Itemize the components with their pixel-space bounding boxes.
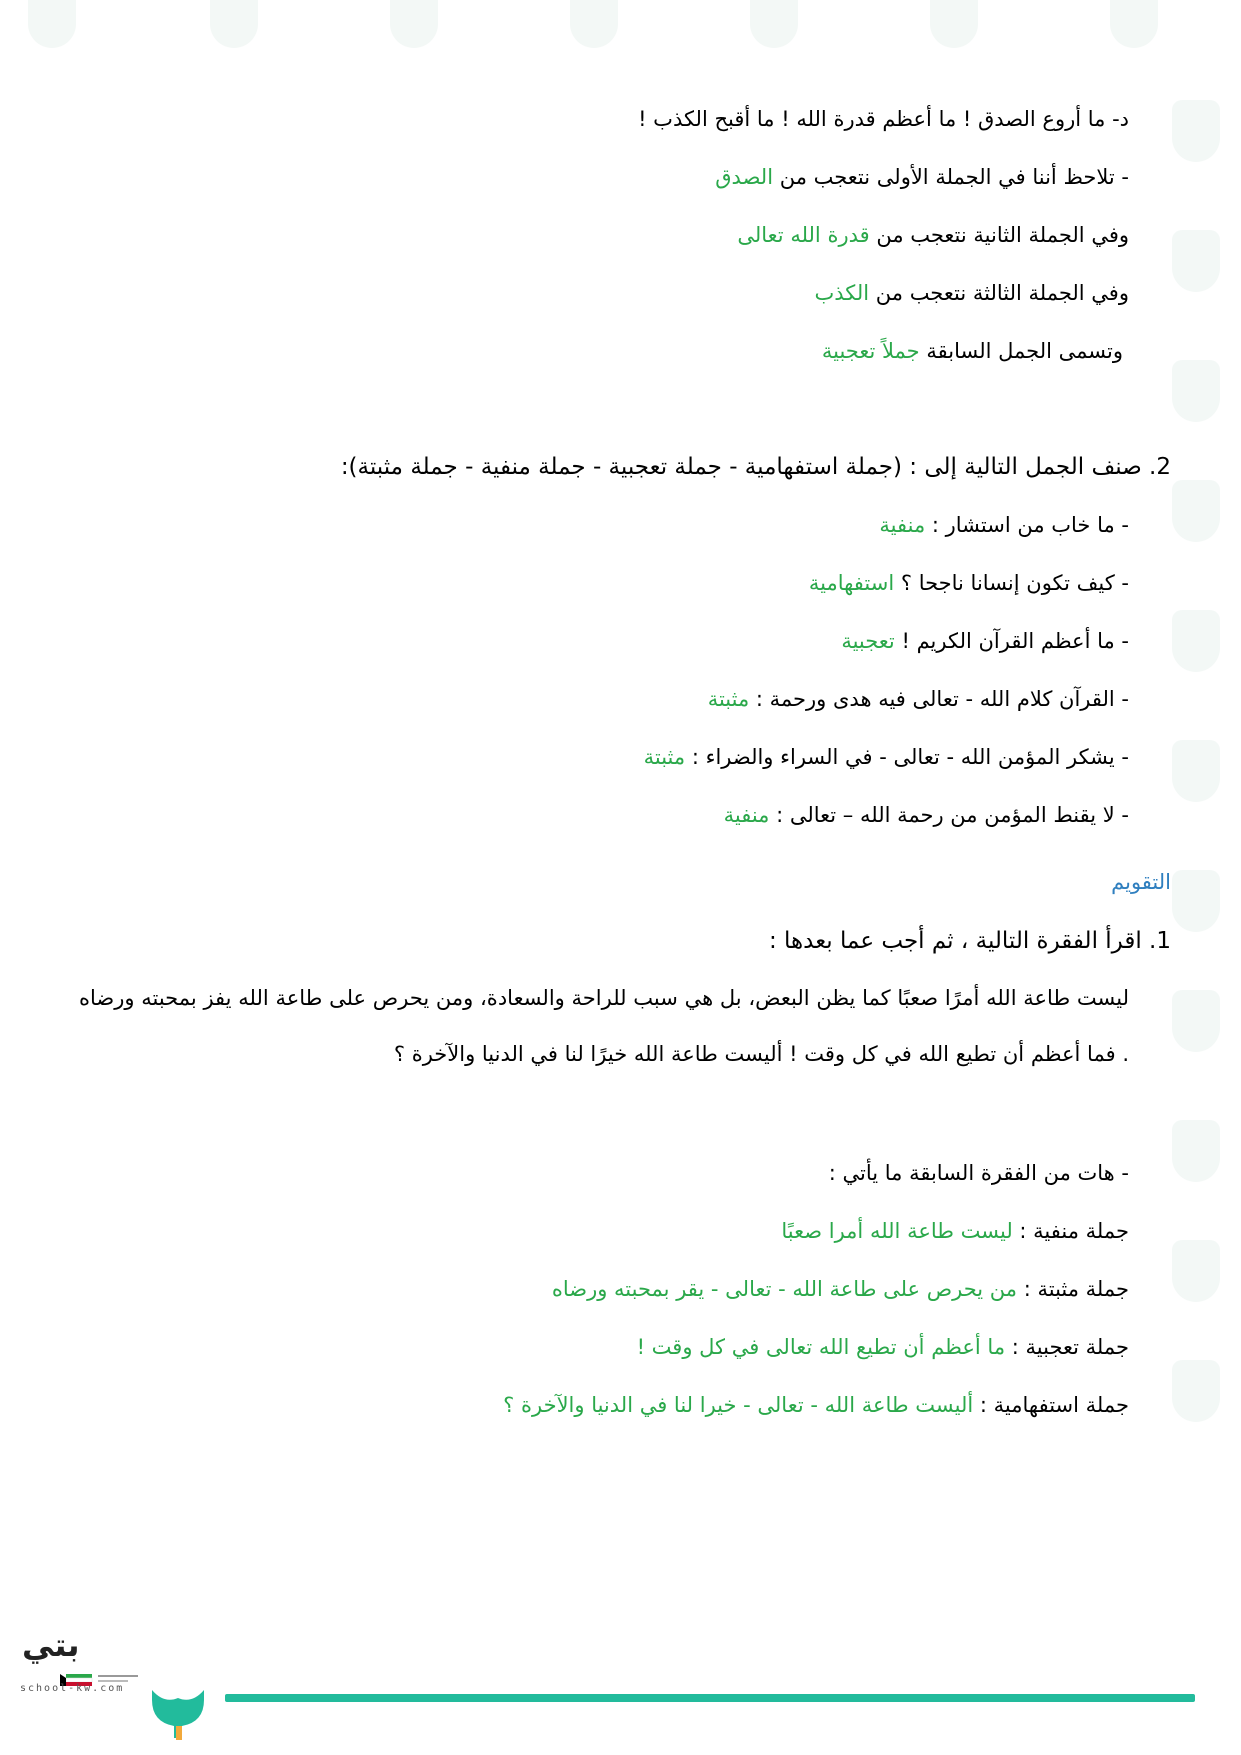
answer-text: منفية — [723, 803, 770, 827]
answer-text: جملاً تعجبية — [821, 339, 920, 363]
answer-label: جملة منفية : — [1019, 1219, 1129, 1243]
evaluation-heading: التقويم — [1111, 870, 1171, 894]
evaluation-question-1 — [769, 926, 1171, 956]
answer-row — [503, 1390, 1129, 1420]
section-d-line-5 — [822, 336, 1123, 366]
question-2-item — [644, 742, 1129, 772]
answer-text: منفية — [879, 513, 926, 537]
question-2-item — [809, 568, 1129, 598]
logo-url: school-kw.com — [20, 1683, 125, 1694]
question-number: 2. — [1149, 454, 1171, 480]
answer-text: قدرة الله تعالى — [737, 223, 870, 247]
question-text: اقرأ الفقرة التالية ، ثم أجب عما بعدها : — [768, 928, 1142, 954]
line-text: وفي الجملة الثالثة نتعجب من — [875, 281, 1129, 305]
item-text: - يشكر المؤمن الله - تعالى - في السراء والضراء : — [691, 745, 1129, 769]
line-text: - تلاحظ أننا في الجملة الأولى نتعجب من — [779, 165, 1129, 189]
section-d-line-2 — [715, 162, 1129, 192]
question-2-item — [841, 626, 1129, 656]
question-2-prompt — [341, 452, 1171, 482]
answer-label: جملة مثبتة : — [1023, 1277, 1129, 1301]
answer-text: مثبتة — [643, 745, 686, 769]
logo-wordmark: بتي — [22, 1626, 80, 1664]
question-2-item — [724, 800, 1129, 830]
item-text: - لا يقنط المؤمن من رحمة الله – تعالى : — [776, 803, 1129, 827]
answer-text: تعجبية — [841, 629, 895, 653]
answer-row — [552, 1274, 1129, 1304]
answer-text: ليست طاعة الله أمرا صعبًا — [781, 1219, 1013, 1243]
answer-text: من يحرص على طاعة الله - تعالى - يقر بمحبته ورضاه — [551, 1277, 1018, 1301]
item-text: - القرآن كلام الله - تعالى فيه هدى ورحمة : — [755, 687, 1129, 711]
section-d-line-4 — [814, 278, 1129, 308]
answer-label: جملة تعجبية : — [1011, 1335, 1129, 1359]
answer-label: جملة استفهامية : — [979, 1393, 1129, 1417]
section-d-line-1: د- ما أروع الصدق ! ما أعظم قدرة الله ! ما أقبح الكذب ! — [638, 107, 1129, 131]
reading-paragraph: ليست طاعة الله أمرًا صعبًا كما يظن البعض، بل هي سبب للراحة والسعادة، ومن يحرص على طاعة الله يفز بمحبته ورضاه . فما أعظم أن تطيع الله في كل وقت ! أليست طاعة الله خيرًا لنا في الدنيا والآخرة ؟ — [79, 986, 1129, 1066]
answer-text: مثبتة — [707, 687, 750, 711]
line-text: وفي الجملة الثانية نتعجب من — [876, 223, 1129, 247]
question-2-item — [879, 510, 1129, 540]
item-text: - كيف تكون إنسانا ناجحا ؟ — [900, 571, 1129, 595]
answer-text: أليست طاعة الله - تعالى - خيرا لنا في الدنيا والآخرة ؟ — [503, 1393, 974, 1417]
question-number: 1. — [1149, 928, 1171, 954]
item-text: - ما خاب من استشار : — [931, 513, 1129, 537]
item-text: - ما أعظم القرآن الكريم ! — [901, 629, 1129, 653]
answer-text: ما أعظم أن تطيع الله تعالى في كل وقت ! — [636, 1335, 1006, 1359]
answer-text: استفهامية — [808, 571, 895, 595]
answer-row — [781, 1216, 1129, 1246]
section-d-line-3 — [737, 220, 1129, 250]
footer-accent-line — [225, 1694, 1195, 1702]
question-text: صنف الجمل التالية إلى : (جملة استفهامية - جملة تعجبية - جملة منفية - جملة مثبتة): — [340, 454, 1142, 480]
question-2-item — [708, 684, 1129, 714]
answer-text: الصدق — [715, 165, 774, 189]
answer-row — [637, 1332, 1129, 1362]
evaluation-instruction: - هات من الفقرة السابقة ما يأتي : — [828, 1161, 1129, 1185]
line-text: وتسمى الجمل السابقة — [926, 339, 1123, 363]
answer-text: الكذب — [814, 281, 870, 305]
